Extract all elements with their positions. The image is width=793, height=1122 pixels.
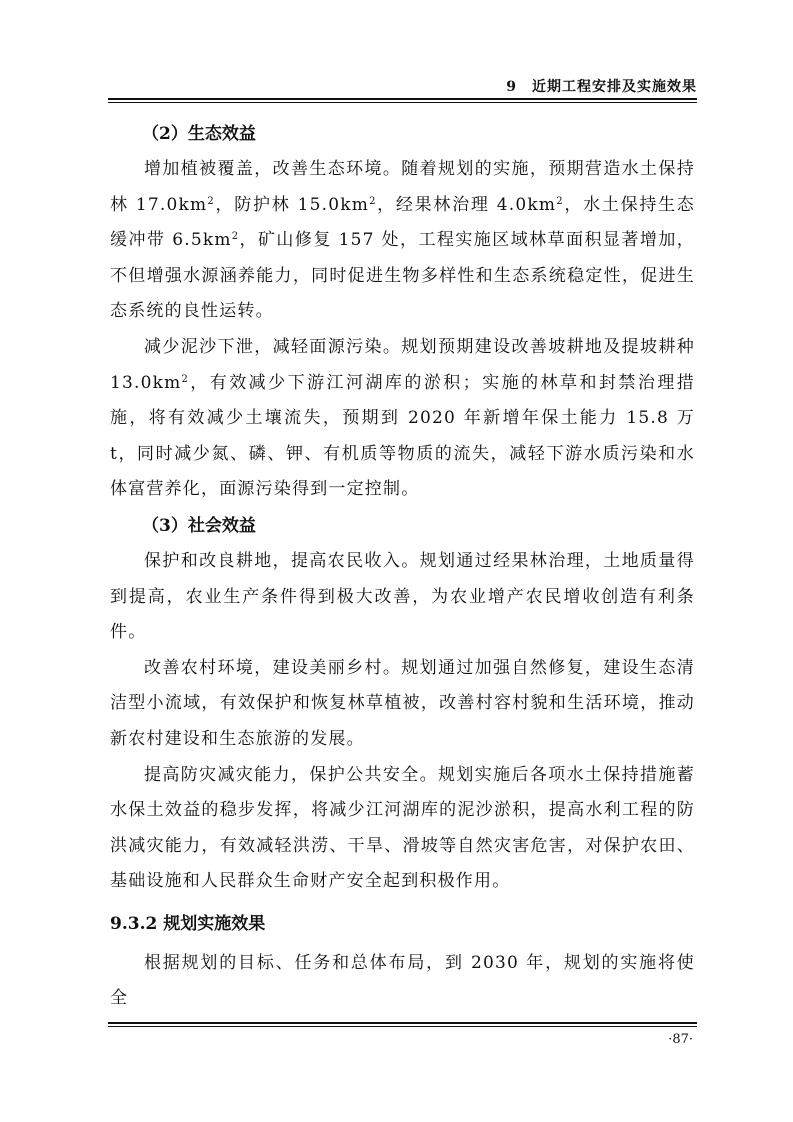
text-segment: ，有效减少下游江河湖库的淤积；实施的林草和封禁治理措施，将有效减少土壤流失，预期到 2020 年新增年保土能力 15.8 万 t，同时减少氮、磷、钾、有机质等物质的流失，减轻下游水质污染和水体富营养化，面源污染得到一定控制。 [110, 372, 695, 500]
running-header: 9 近期工程安排及实施效果 [506, 79, 697, 95]
paragraph-farmland: 保护和改良耕地，提高农民收入。规划通过经果林治理，土地质量得到提高，农业生产条件得到极大改善，为农业增产农民增收创造有利条件。 [110, 550, 695, 643]
header-rule [108, 98, 697, 100]
text-segment: ，防护林 15.0km [214, 194, 370, 215]
superscript: 2 [556, 195, 564, 207]
superscript: 2 [231, 231, 240, 243]
text-segment: ，水土保持生态缓冲带 6.5km [110, 194, 696, 251]
superscript: 2 [369, 195, 377, 207]
subheading-ecological-benefits: （2）生态效益 [142, 124, 256, 144]
text-segment: ，经果林治理 4.0km [376, 194, 557, 215]
superscript: 2 [181, 373, 190, 385]
text-segment: 减少泥沙下泄，减轻面源污染。规划预期建设改善坡耕地及提坡耕种 13.0km [110, 336, 695, 393]
text-segment: 增加植被覆盖，改善生态环境。随着规划的实施，预期营造水土保持林 17.0km [110, 159, 695, 215]
header-rule-thin [108, 102, 697, 103]
paragraph-disaster-prevention: 提高防灾减灾能力，保护公共安全。规划实施后各项水土保持措施蓄水保土效益的稳步发挥，将减少江河湖库的泥沙淤积，提高水利工程的防洪减灾能力，有效减轻洪涝、干旱、滑坡等自然灾害危害，对保护农田、基础设施和人民群众生命财产安全起到积极作用。 [110, 764, 695, 892]
text-segment: ，矿山修复 157 处，工程实施区域林草面积显著增加，不但增强水源涵养能力，同时促进生物多样性和生态系统稳定性，促进生态系统的良性运转。 [110, 230, 695, 322]
footer-rule-thin [108, 1026, 697, 1027]
paragraph-vegetation [110, 152, 695, 330]
paragraph-rural-environment: 改善农村环境，建设美丽乡村。规划通过加强自然修复，建设生态清洁型小流域，有效保护和恢复林草植被，改善村容村貌和生活环境，推动新农村建设和生态旅游的发展。 [110, 657, 695, 749]
paragraph-implementation: 根据规划的目标、任务和总体布局，到 2030 年，规划的实施将使全 [110, 952, 695, 1009]
subheading-social-benefits: （3）社会效益 [142, 515, 256, 536]
page-number: ·87· [668, 1032, 693, 1047]
body-text [110, 116, 695, 1017]
paragraph-sediment [110, 330, 695, 508]
superscript: 2 [207, 195, 215, 207]
footer-rule [108, 1022, 697, 1024]
section-heading-9-3-2: 9.3.2 规划实施效果 [110, 913, 266, 934]
